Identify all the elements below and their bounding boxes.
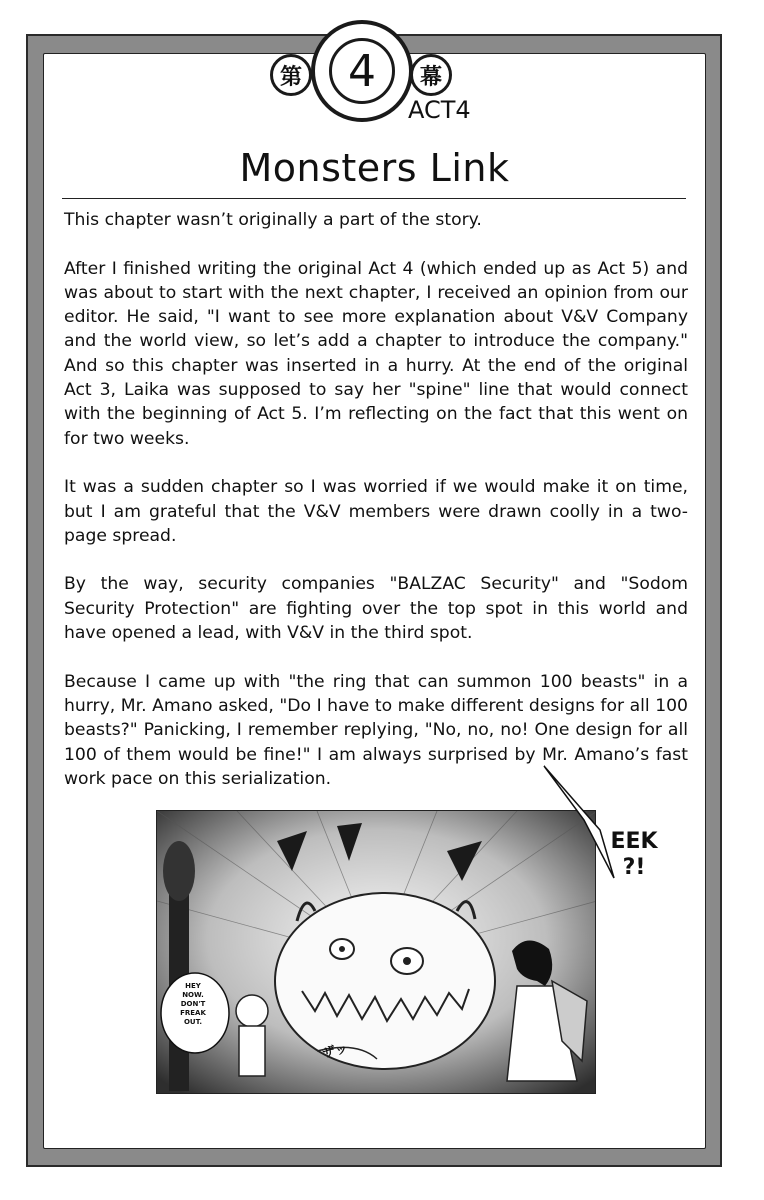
speech-line: OUT. [183, 1018, 202, 1026]
monster-scene [157, 811, 596, 1094]
sfx-eek-line1: EEK [610, 829, 658, 854]
paragraph: By the way, security companies "BALZAC Security" and "Sodom Security Protection" are fighting over the top spot in this world and have opened a lead, with V&V in the third spot. [64, 574, 688, 644]
paragraph: This chapter wasn’t originally a part of the story. [64, 210, 482, 230]
speech-line: NOW. [182, 991, 204, 999]
paragraph: After I finished writing the original Act 4 (which ended up as Act 5) and was about to start with the next chapter, I received an opinion from our editor. He said, "I want to see more explanation about V&V Company and the world view, so let’s add a chapter to introduce the company." And so this chapter was inserted in a hurry. At the end of the original Act 3, Laika was supposed to say her "spine" line that would connect with the beginning of Act 5. I’m reflecting on the fact that this went on for two weeks. [64, 258, 688, 449]
manga-illustration [156, 810, 596, 1094]
chapter-badge [311, 20, 413, 122]
sfx-eek-line2: ?! [622, 855, 646, 880]
speech-line: HEY [185, 982, 201, 990]
speech-bubble-text [163, 982, 223, 1027]
sfx-small: ザッ [321, 1041, 350, 1062]
speech-line: FREAK [180, 1009, 206, 1017]
paragraph: Because I came up with "the ring that can summon 100 beasts" in a hurry, Mr. Amano asked, "Do I have to make different designs for all 100 beasts?" Panicking, I remember replying, "No, no, no! One design for all 100 of them would be fine!" I am always surprised by Mr. Amano’s fast work pace on this serialization. [64, 671, 688, 789]
afterword-text [64, 208, 688, 815]
act-label: ACT4 [408, 96, 471, 124]
sfx-eek [604, 829, 664, 881]
chapter-number: 4 [329, 38, 395, 104]
speech-line: DON'T [180, 1000, 206, 1008]
title-divider [62, 198, 686, 199]
chapter-title: Monsters Link [239, 146, 510, 190]
chapter-kanji-right: 幕 [410, 54, 452, 96]
paragraph: It was a sudden chapter so I was worried if we would make it on time, but I am grateful that the V&V members were drawn coolly in a two-page spread. [64, 477, 688, 546]
chapter-kanji-left: 第 [270, 54, 312, 96]
